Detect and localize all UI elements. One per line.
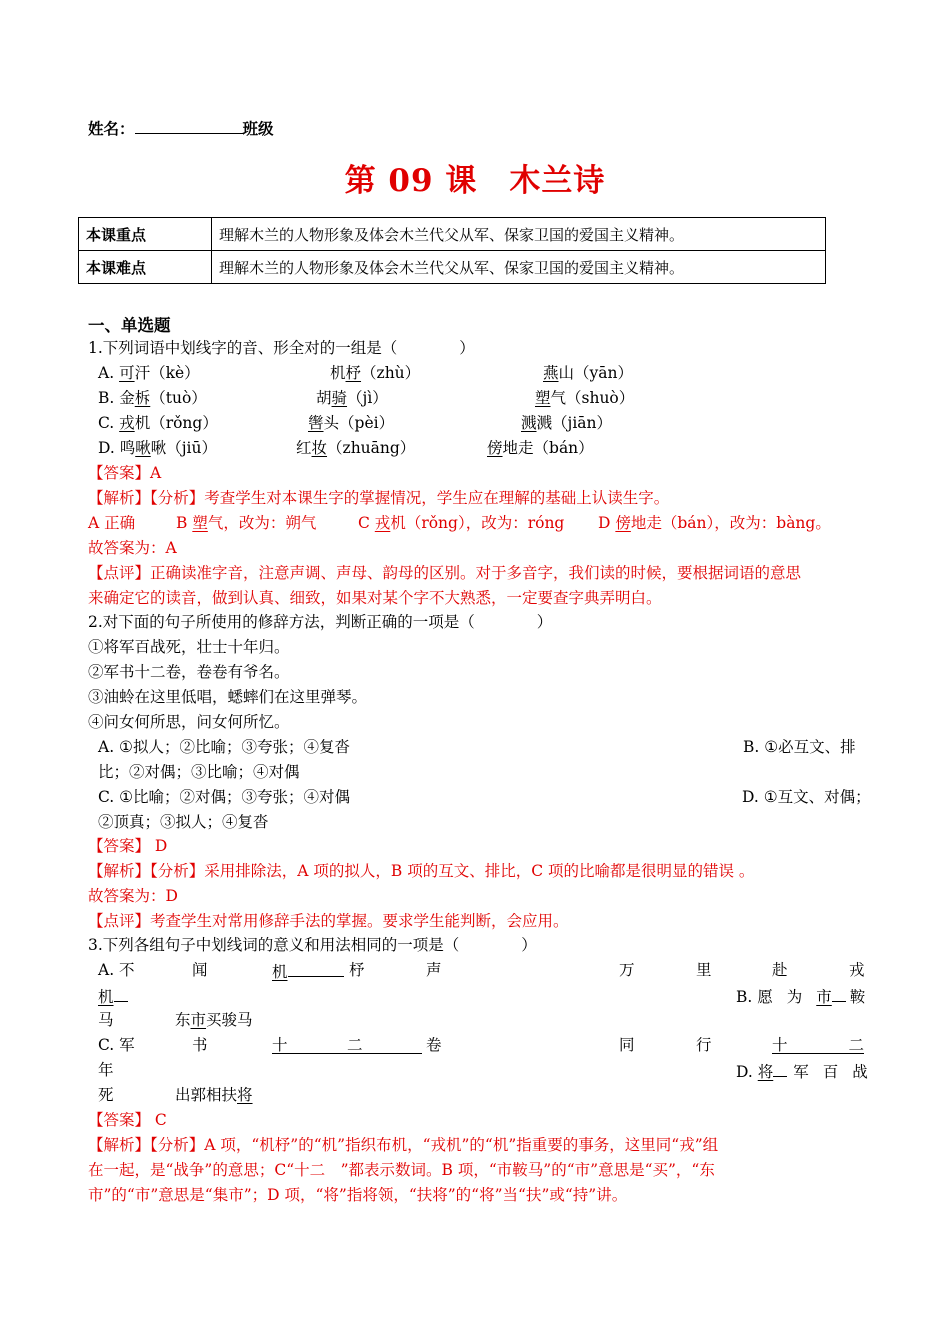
q3-analysis-cont-2: 市”的“市”意思是“集市”；D 项，“将”指将领，“扶将”的“将”当“扶”或“持”讲。	[88, 1186, 628, 1204]
q1-option-d: D. 鸣啾啾（jiū）	[98, 439, 217, 457]
q1-option-a: A. 可汗（kè）	[98, 364, 200, 382]
name-blank	[135, 115, 243, 134]
q3-c-word-8: 年	[98, 1061, 114, 1079]
q3-b-word-1: 马	[98, 1011, 114, 1029]
q1-correction-b: B 塑气，改为：朔气	[176, 514, 317, 532]
q1-analysis: 【解析】【分析】考查学生对本课生字的掌握情况，学生应在理解的基础上认读生字。	[88, 489, 670, 507]
q1-comment-cont: 来确定它的读音，做到认真、细致，如果对某个字不大熟悉，一定要查字典弄明白。	[88, 589, 662, 607]
table-row	[79, 218, 826, 251]
q3-d-word-1: 死	[98, 1086, 114, 1104]
q3-a-word-4: 杼	[349, 961, 365, 979]
page-title: 第 09 课 木兰诗	[344, 163, 606, 199]
q3-analysis: 【解析】【分析】A 项，“机杼”的“机”指织布机，“戎机”的“机”指重要的事务，这里同“戎”组	[88, 1136, 719, 1154]
q3-c-word-4: 卷	[426, 1036, 442, 1054]
q1-option-a-3: 燕山（yān）	[543, 364, 633, 382]
class-label: 班级	[242, 119, 274, 138]
q1-stem: 1.下列词语中划线字的音、形全对的一组是（ ）	[88, 339, 475, 357]
q3-a-word-2: 闻	[192, 961, 208, 979]
q2-sentence-4: ④问女何所思，问女何所忆。	[88, 713, 290, 731]
q2-option-d-cont: ②顶真；③拟人；④复沓	[98, 813, 269, 831]
q2-answer: 【答案】 D	[88, 837, 168, 855]
q3-c-word-5: 同	[619, 1036, 635, 1054]
q2-sentence-1: ①将军百战死，壮士十年归。	[88, 638, 290, 656]
key-points-table	[78, 217, 826, 284]
key-label: 本课重点	[79, 218, 212, 251]
q3-a-word-1: A. 不	[98, 961, 135, 979]
q3-a-word-5: 声	[426, 961, 442, 979]
q3-c-word-6: 行	[696, 1036, 712, 1054]
q3-a-word-6: 万	[619, 961, 635, 979]
difficulty-text: 理解木兰的人物形象及体会木兰代父从军、保家卫国的爱国主义精神。	[212, 251, 826, 284]
q1-answer: 【答案】A	[88, 464, 162, 482]
q3-b-word-2: 东市买骏马	[175, 1011, 253, 1029]
q1-option-b: B. 金柝（tuò）	[98, 389, 207, 407]
q3-answer: 【答案】 C	[88, 1111, 167, 1129]
q3-a-word-10: 机	[98, 983, 128, 1010]
q2-stem: 2.对下面的句子所使用的修辞方法，判断正确的一项是（ ）	[88, 613, 553, 631]
q2-analysis: 【解析】【分析】采用排除法，A 项的拟人，B 项的互文、排比，C 项的比喻都是很明显的错误 。	[88, 862, 755, 880]
q1-option-c-2: 辔头（pèi）	[308, 414, 395, 432]
q3-c-word-3: 十 二	[272, 1033, 422, 1054]
q2-comment: 【点评】考查学生对常用修辞手法的掌握。要求学生能判断，会应用。	[88, 912, 569, 930]
section-heading: 一、单选题	[88, 316, 171, 335]
q3-d-word-2: 出郭相扶将	[175, 1086, 253, 1104]
q1-option-d-2: 红妆（zhuāng）	[296, 439, 416, 457]
q3-a-word-8: 赴	[772, 961, 788, 979]
q3-a-word-3: 机	[272, 958, 344, 985]
name-label: 姓名：	[88, 119, 135, 138]
q2-option-b: B. ①必互文、排	[743, 738, 856, 756]
q1-conclusion: 故答案为：A	[88, 539, 177, 557]
q3-a-word-9: 戎	[849, 961, 865, 979]
q2-sentence-3: ③油蛉在这里低唱，蟋蟀们在这里弹琴。	[88, 688, 368, 706]
q3-c-word-1: C. 军	[98, 1036, 135, 1054]
q1-option-c-3: 溅溅（jiān）	[521, 414, 613, 432]
q3-a-word-7: 里	[696, 961, 712, 979]
q1-option-b-3: 塑气（shuò）	[535, 389, 635, 407]
q2-option-c: C. ①比喻；②对偶；③夸张；④对偶	[98, 788, 351, 806]
q1-option-a-2: 机杼（zhù）	[330, 364, 421, 382]
q3-option-b: B. 愿 为 市 鞍	[736, 983, 865, 1010]
q3-stem: 3.下列各组句子中划线词的意义和用法相同的一项是（ ）	[88, 936, 537, 954]
q1-comment: 【点评】正确读准字音，注意声调、声母、韵母的区别。对于多音字，我们读的时候，要根据词语的意思	[88, 564, 802, 582]
name-class-line	[88, 115, 274, 141]
q2-option-a: A. ①拟人；②比喻；③夸张；④复沓	[98, 738, 350, 756]
q1-option-b-2: 胡骑（jì）	[316, 389, 388, 407]
q3-c-word-7: 十 二	[772, 1033, 864, 1054]
key-text: 理解木兰的人物形象及体会木兰代父从军、保家卫国的爱国主义精神。	[212, 218, 826, 251]
q3-c-word-2: 书	[192, 1036, 208, 1054]
q1-correction-c: C 戎机（rǒng），改为：róng	[358, 514, 565, 532]
q2-sentence-2: ②军书十二卷，卷卷有爷名。	[88, 663, 290, 681]
table-row	[79, 251, 826, 284]
q3-option-d: D. 将 军 百 战	[736, 1058, 868, 1085]
difficulty-label: 本课难点	[79, 251, 212, 284]
q1-correction-d: D 傍地走（bán），改为：bàng。	[598, 514, 831, 532]
q1-option-d-3: 傍地走（bán）	[487, 439, 594, 457]
q2-conclusion: 故答案为：D	[88, 887, 178, 905]
q3-analysis-cont-1: 在一起，是“战争”的意思；C“十二 ”都表示数词。B 项，“市鞍马”的“市”意思是“买”，“东	[88, 1161, 715, 1179]
q2-option-b-cont: 比；②对偶；③比喻；④对偶	[98, 763, 300, 781]
q1-correction-a: A 正确	[88, 514, 136, 532]
q1-option-c: C. 戎机（rǒng）	[98, 414, 218, 432]
q2-option-d: D. ①互文、对偶；	[742, 788, 871, 806]
